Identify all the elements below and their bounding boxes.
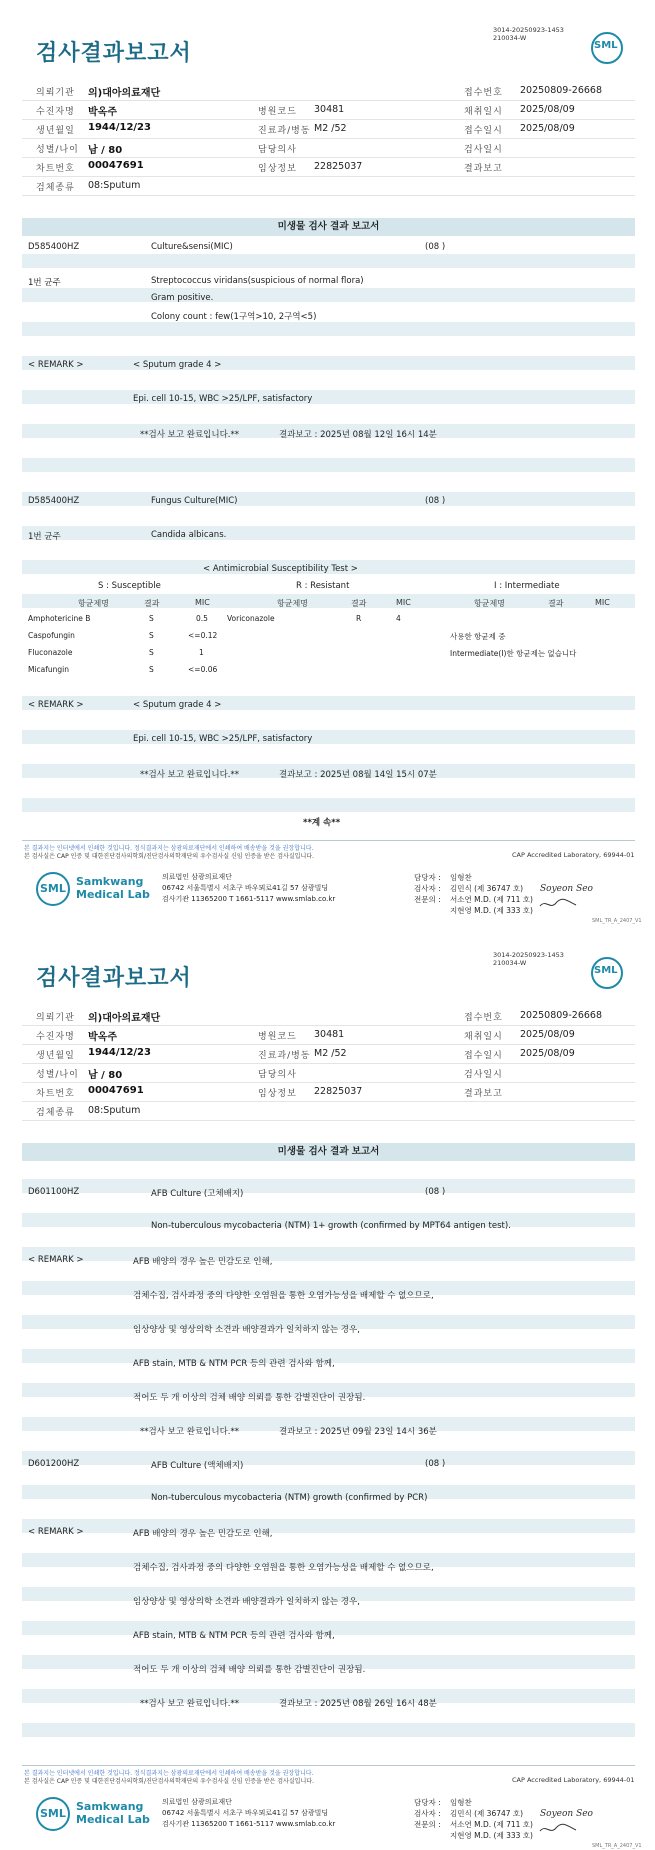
info-row: 성별/나이 남 / 80 담당의사 검사일시	[22, 139, 635, 158]
staff-name: 임형찬	[450, 1798, 472, 1807]
remark-text: Epi. cell 10-15, WBC >25/LPF, satisfactory	[133, 394, 313, 404]
remark-line: AFB 배양의 경우 높은 민감도로 인해,	[133, 1257, 273, 1267]
address-line: 06742 서울특별시 서초구 바우뫼로41길 57 삼광빌딩	[162, 884, 329, 892]
test-name: AFB Culture (고체배지)	[151, 1189, 244, 1199]
remark-line: 임상양상 및 영상의학 소견과 배양결과가 일치하지 않는 경우,	[133, 1325, 360, 1335]
ast-legend-i: I : Intermediate	[494, 581, 560, 591]
info-row: 차트번호 00047691 임상정보 22825037 결과보고	[22, 158, 635, 177]
test-code: D601100HZ	[28, 1187, 80, 1197]
report-time: 결과보고 : 2025년 08월 12일 16시 14분	[279, 430, 437, 440]
info-row: 의뢰기관 의)대아의료재단 접수번호 20250809-26668	[22, 1007, 635, 1026]
info-row: 생년월일 1944/12/23 진료과/병동 M2 /52 접수일시 2025/08/09	[22, 120, 635, 139]
ast-result: S	[149, 648, 154, 657]
tester-name: 김민식 (제 36747 호)	[450, 1809, 524, 1818]
remark-label: < REMARK >	[28, 360, 84, 370]
colony-count: Colony count : few(1구역>10, 2구역<5)	[151, 312, 317, 322]
specialist-name: 서소연 M.D. (제 711 호)	[450, 895, 533, 904]
footer-logo-text: SML	[40, 1807, 66, 1820]
page-title: 검사결과보고서	[36, 41, 192, 66]
ast-note: Intermediate(I)한 항균제는 없습니다	[450, 649, 577, 658]
specialist-name: 서소연 M.D. (제 711 호)	[450, 1820, 533, 1829]
remark-line: AFB stain, MTB & NTM PCR 등의 관련 검사와 함께,	[133, 1631, 335, 1641]
section-title: 미생물 검사 결과 보고서	[22, 1143, 635, 1161]
brand-line1: Samkwang	[76, 1800, 144, 1813]
cert-notice: 본 검사실은 CAP 인증 및 대한진단검사의학회/진단검사의학재단의 우수검사실 신임 인증을 받은 검사실입니다.	[24, 1778, 314, 1785]
remark-text: Epi. cell 10-15, WBC >25/LPF, satisfactory	[133, 734, 313, 744]
ast-drug: Fluconazole	[28, 648, 73, 657]
ast-mic: 0.5	[196, 614, 208, 623]
isolate-label: 1번 균주	[28, 532, 61, 542]
staff-name: 임형찬	[450, 873, 472, 882]
ast-legend-r: R : Resistant	[296, 581, 350, 591]
organism: Candida albicans.	[151, 530, 227, 540]
ast-drug: Voriconazole	[227, 614, 275, 623]
test-num: (08 )	[425, 1459, 446, 1469]
ast-note: 사용한 항균제 중	[450, 632, 506, 641]
info-row: 생년월일 1944/12/23 진료과/병동 M2 /52 접수일시 2025/08/09	[22, 1045, 635, 1064]
test-num: (08 )	[425, 1187, 446, 1197]
signature-scribble-icon	[538, 1823, 578, 1835]
ast-mic: 1	[199, 648, 204, 657]
report-page-2: 검사결과보고서 3014-20250923-1453 210034-W SML 의뢰기관 의)대아의료재단 접수번호 20250809-26668 수진자명 박옥주 병원코드 30481 채취일시 2025/08/09 생년월일 1944/12/23 진료과/병동 M2 /52 접수일시 2025/08/09 성별/나이 남 / 80 담당의사 검사일시 차트번호 00047691 임상정보 22825037 결과보고 검체종류 08:Sputum 미생물 검사 결과 보고서 D601100HZ AFB Culture (고체배지) (08 ) Non-tuberculous mycobacteria (NTM) 1+ growth (confirmed by MPT64 antigen test). < REMARK > AFB 배양의 경우 높은 민감도로 인해, 검체수집, 검사과정 중의 다양한 오염원을 통한 오염가능성을 배제할 수 없으므로, 임상양상 및 영상의학 소견과 배양결과가 일치하지 않는 경우, AFB stain, MTB & NTM PCR 등의 관련 검사와 함께, 적어도 두 개 이상의 검체 배양 의뢰를 통한 감별진단이 권장됨. **검사 보고 완료입니다.** 결과보고 : 2025년 09월 23일 14시 36분 D601200HZ AFB Culture (액체배지) (08 ) Non-tuberculous mycobacteria (NTM) growth (confirmed by PCR) < REMARK > AFB 배양의 경우 높은 민감도로 인해, 검체수집, 검사과정 중의 다양한 오염원을 통한 오염가능성을 배제할 수 없으므로, 임상양상 및 영상의학 소견과 배양결과가 일치하지 않는 경우, AFB stain, MTB & NTM PCR 등의 관련 검사와 함께, 적어도 두 개 이상의 검체 배양 의뢰를 통한 감별진단이 권장됨. **검사 보고 완료입니다.** 결과보고 : 2025년 08월 26일 16시 48분 본 결과지는 인터넷에서 인쇄한 것입니다. 정식결과지는 삼광의료재단에서 인쇄하여 배송받을 것을 권장합니다. 본 검사실은 CAP 인증 및 대한진단검사의학회/진단검사의학재단의 우수검사실 신임 인증을 받은 검사실입니다. CAP Accredited Laboratory, 69944-01 SML Samkwang Medical Lab 의료법인 삼광의료재단 06742 서울특별시 서초구 바우뫼로41길 57 삼광빌딩 검사기관 11365200 T 1661-5117 www.smlab.co.kr 담당자 : 임형찬 검사자 : 김민식 (제 36747 호) 전문의 : 서소연 M.D. (제 711 호) 지현영 M.D. (제 333 호) Soyeon Seo SML_TR_A_2407_V1	[24, 951, 642, 1849]
specialist-name: 지현영 M.D. (제 333 호)	[450, 906, 533, 915]
ast-drug: Micafungin	[28, 665, 70, 674]
ast-drug: Amphotericine B	[28, 614, 91, 623]
test-code: D601200HZ	[28, 1459, 80, 1469]
ast-legend-s: S : Susceptible	[98, 581, 161, 591]
remark-line: 임상양상 및 영상의학 소견과 배양결과가 일치하지 않는 경우,	[133, 1597, 360, 1607]
remark-line: 적어도 두 개 이상의 검체 배양 의뢰를 통한 감별진단이 권장됨.	[133, 1665, 366, 1675]
brand-line1: Samkwang	[76, 875, 144, 888]
remark-grade: < Sputum grade 4 >	[133, 700, 222, 710]
footer-logo-text: SML	[40, 882, 66, 895]
test-num: (08 )	[425, 242, 446, 252]
remark-line: AFB 배양의 경우 높은 민감도로 인해,	[133, 1529, 273, 1539]
ast-drug: Caspofungin	[28, 631, 75, 640]
test-name: Culture&sensi(MIC)	[151, 242, 233, 252]
brand-line2: Medical Lab	[76, 888, 150, 901]
ast-header-mic: MIC	[195, 598, 210, 607]
print-notice: 본 결과지는 인터넷에서 인쇄한 것입니다. 정식결과지는 삼광의료재단에서 인쇄하여 배송받을 것을 권장합니다.	[24, 845, 314, 852]
report-time: 결과보고 : 2025년 08월 26일 16시 48분	[279, 1699, 437, 1709]
complete-msg: **검사 보고 완료입니다.**	[140, 770, 240, 780]
section-title: 미생물 검사 결과 보고서	[22, 218, 635, 236]
ast-title: < Antimicrobial Susceptibility Test >	[203, 564, 358, 574]
form-version: SML_TR_A_2407_V1	[592, 918, 642, 924]
ast-header-drug: 항균제명	[277, 599, 308, 608]
cap-accreditation: CAP Accredited Laboratory, 69944-01	[512, 851, 635, 859]
remark-label: < REMARK >	[28, 1527, 84, 1537]
ast-header-result: 결과	[548, 599, 564, 608]
remark-label: < REMARK >	[28, 1255, 84, 1265]
remark-label: < REMARK >	[28, 700, 84, 710]
cert-notice: 본 검사실은 CAP 인증 및 대한진단검사의학회/진단검사의학재단의 우수검사실 신임 인증을 받은 검사실입니다.	[24, 853, 314, 860]
ast-header-drug: 항균제명	[474, 599, 505, 608]
ast-header-result: 결과	[144, 599, 160, 608]
test-code: D585400HZ	[28, 242, 80, 252]
ast-header-result: 결과	[351, 599, 367, 608]
cap-accreditation: CAP Accredited Laboratory, 69944-01	[512, 1776, 635, 1784]
remark-grade: < Sputum grade 4 >	[133, 360, 222, 370]
test-num: (08 )	[425, 496, 446, 506]
specialist-name: 지현영 M.D. (제 333 호)	[450, 1831, 533, 1840]
form-version: SML_TR_A_2407_V1	[592, 1843, 642, 1849]
brand-line2: Medical Lab	[76, 1813, 150, 1826]
logo-text: SML	[594, 40, 618, 51]
logo-text: SML	[594, 965, 618, 976]
report-page-1: 검사결과보고서 3014-20250923-1453 210034-W SML 의뢰기관 의)대아의료재단 접수번호 20250809-26668 수진자명 박옥주 병원코드 30481 채취일시 2025/08/09 생년월일 1944/12/23 진료과/병동 M2 /52 접수일시 2025/08/09 성별/나이 남 / 80 담당의사 검사일시 차트번호 00047691 임상정보 22825037 결과보고 검체종류 08:Sputum 미생물 검사 결과 보고서 D585400HZ Culture&sensi(MIC) (08 ) 1번 균주 Streptococcus viridans(suspicious of normal flora) Gram positive. Colony count : few(1구역>10, 2구역<5) < REMARK > < Sputum grade 4 > Epi. cell 10-15, WBC >25/LPF, satisfactory **검사 보고 완료입니다.** 결과보고 : 2025년 08월 12일 16시 14분 D585400HZ Fungus Culture(MIC) (08 ) 1번 균주 Candida albicans. < Antimicrobial Susceptibility Test > S : Susceptible R : Resistant I : Intermediate 항균제명 결과 MIC 항균제명 결과 MIC 항균제명 결과 MIC Amphotericine B S 0.5 Voriconazole R 4 Caspofungin S <=0.12 사용한 항균제 중 Fluconazole S 1 Intermediate(I)한 항균제는 없습니다 Micafungin S <=0.06 < REMARK > < Sputum grade 4 > Epi. cell 10-15, WBC >25/LPF, satisfactory **검사 보고 완료입니다.** 결과보고 : 2025년 08월 14일 15시 07분 **계 속** 본 결과지는 인터넷에서 인쇄한 것입니다. 정식결과지는 삼광의료재단에서 인쇄하여 배송받을 것을 권장합니다. 본 검사실은 CAP 인증 및 대한진단검사의학회/진단검사의학재단의 우수검사실 신임 인증을 받은 검사실입니다. CAP Accredited Laboratory, 69944-01 SML Samkwang Medical Lab 의료법인 삼광의료재단 06742 서울특별시 서초구 바우뫼로41길 57 삼광빌딩 검사기관 11365200 T 1661-5117 www.smlab.co.kr 담당자 : 임형찬 검사자 : 김민식 (제 36747 호) 전문의 : 서소연 M.D. (제 711 호) 지현영 M.D. (제 333 호) Soyeon Seo SML_TR_A_2407_V1	[24, 26, 642, 924]
print-notice: 본 결과지는 인터넷에서 인쇄한 것입니다. 정식결과지는 삼광의료재단에서 인쇄하여 배송받을 것을 권장합니다.	[24, 1770, 314, 1777]
isolate-label: 1번 균주	[28, 278, 61, 288]
info-row: 검체종류 08:Sputum	[22, 1102, 635, 1121]
info-row: 수진자명 박옥주 병원코드 30481 채취일시 2025/08/09	[22, 1026, 635, 1045]
ast-mic: <=0.12	[188, 631, 218, 640]
remark-line: AFB stain, MTB & NTM PCR 등의 관련 검사와 함께,	[133, 1359, 335, 1369]
document-id: 3014-20250923-1453 210034-W	[493, 951, 564, 967]
test-result: Non-tuberculous mycobacteria (NTM) growth (confirmed by PCR)	[151, 1493, 428, 1503]
report-time: 결과보고 : 2025년 09월 23일 14시 36분	[279, 1427, 437, 1437]
continued-marker: **계 속**	[303, 818, 341, 828]
address-contact: 검사기관 11365200 T 1661-5117 www.smlab.co.kr	[162, 1820, 336, 1828]
test-result: Non-tuberculous mycobacteria (NTM) 1+ growth (confirmed by MPT64 antigen test).	[151, 1221, 511, 1231]
address-line: 06742 서울특별시 서초구 바우뫼로41길 57 삼광빌딩	[162, 1809, 329, 1817]
tester-name: 김민식 (제 36747 호)	[450, 884, 524, 893]
ast-header-mic: MIC	[396, 598, 411, 607]
ast-result: S	[149, 631, 154, 640]
organism: Streptococcus viridans(suspicious of normal flora)	[151, 276, 364, 286]
ast-header-mic: MIC	[595, 598, 610, 607]
address-org: 의료법인 삼광의료재단	[162, 1798, 232, 1806]
remark-line: 검체수집, 검사과정 중의 다양한 오염원을 통한 오염가능성을 배제할 수 없으므로,	[133, 1291, 434, 1301]
test-name: AFB Culture (액체배지)	[151, 1461, 244, 1471]
ast-mic: <=0.06	[188, 665, 218, 674]
info-row: 차트번호 00047691 임상정보 22825037 결과보고	[22, 1083, 635, 1102]
report-time: 결과보고 : 2025년 08월 14일 15시 07분	[279, 770, 437, 780]
ast-mic: 4	[396, 614, 401, 623]
document-id: 3014-20250923-1453 210034-W	[493, 26, 564, 42]
complete-msg: **검사 보고 완료입니다.**	[140, 1699, 240, 1709]
page-title: 검사결과보고서	[36, 966, 192, 991]
remark-line: 적어도 두 개 이상의 검체 배양 의뢰를 통한 감별진단이 권장됨.	[133, 1393, 366, 1403]
address-contact: 검사기관 11365200 T 1661-5117 www.smlab.co.kr	[162, 895, 336, 903]
signature-scribble-icon	[538, 898, 578, 910]
ast-result: R	[356, 614, 362, 623]
info-row: 의뢰기관 의)대아의료재단 접수번호 20250809-26668	[22, 82, 635, 101]
address-org: 의료법인 삼광의료재단	[162, 873, 232, 881]
ast-header-drug: 항균제명	[78, 599, 109, 608]
signature-image: Soyeon Seo	[540, 884, 593, 894]
organism-gram: Gram positive.	[151, 293, 214, 303]
remark-line: 검체수집, 검사과정 중의 다양한 오염원을 통한 오염가능성을 배제할 수 없으므로,	[133, 1563, 434, 1573]
ast-result: S	[149, 665, 154, 674]
test-code: D585400HZ	[28, 496, 80, 506]
signature-image: Soyeon Seo	[540, 1809, 593, 1819]
test-name: Fungus Culture(MIC)	[151, 496, 238, 506]
complete-msg: **검사 보고 완료입니다.**	[140, 430, 240, 440]
info-row: 검체종류 08:Sputum	[22, 177, 635, 196]
complete-msg: **검사 보고 완료입니다.**	[140, 1427, 240, 1437]
ast-result: S	[149, 614, 154, 623]
info-row: 성별/나이 남 / 80 담당의사 검사일시	[22, 1064, 635, 1083]
info-row: 수진자명 박옥주 병원코드 30481 채취일시 2025/08/09	[22, 101, 635, 120]
